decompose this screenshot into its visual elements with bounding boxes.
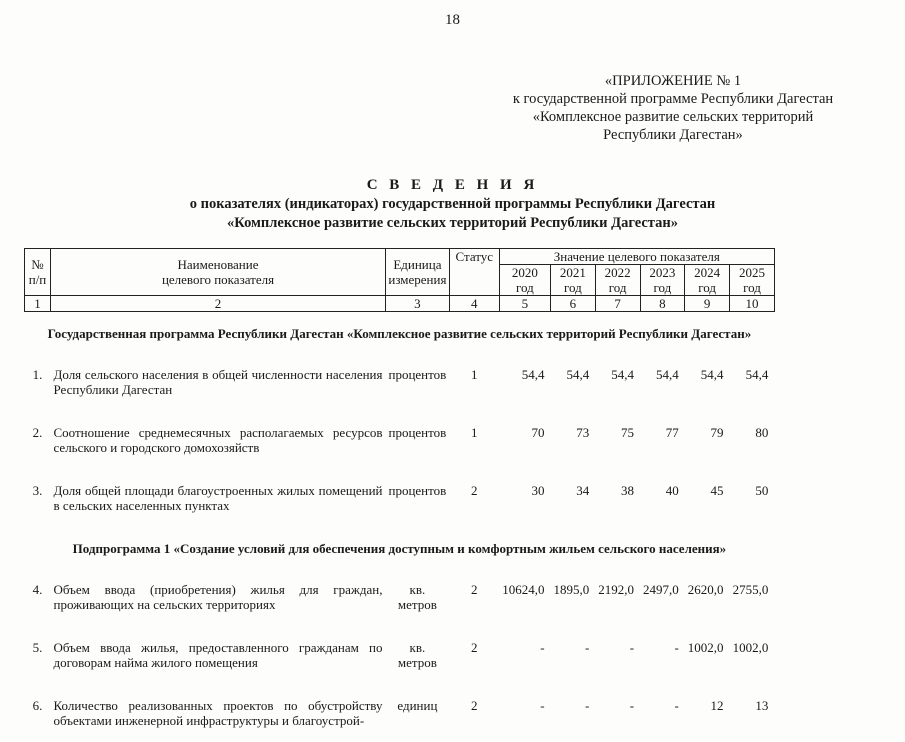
header-name (51, 249, 386, 296)
row-value: - (640, 626, 685, 684)
row-value: 2755,0 (730, 568, 775, 626)
row-value: 70 (499, 411, 550, 469)
row-value: 77 (640, 411, 685, 469)
section-row (25, 527, 775, 568)
row-value: 38 (595, 469, 640, 527)
col-number: 5 (499, 296, 550, 312)
row-name: Доля общей площади благоустроенных жилых помещений в сельских населенных пунктах (51, 469, 386, 527)
col-number: 2 (51, 296, 386, 312)
header-num-line: № (27, 257, 48, 272)
row-name: Количество реализованных проектов по обустройству объектами инженерной инфраструктуры и благоустрой- (51, 684, 386, 742)
row-value: - (499, 684, 550, 742)
document-title (0, 176, 905, 233)
row-value: 1002,0 (730, 626, 775, 684)
row-value: 54,4 (551, 353, 596, 411)
row-value: 54,4 (640, 353, 685, 411)
row-value: - (595, 626, 640, 684)
header-value-group: Значение целевого показателя (499, 249, 774, 265)
row-value: 80 (730, 411, 775, 469)
header-name-line: целевого показателя (53, 272, 383, 287)
header-year: 2023 год (640, 265, 685, 296)
header-num-line: п/п (27, 272, 48, 287)
table-row (25, 411, 775, 469)
appendix-note (493, 72, 853, 144)
row-value: 10624,0 (499, 568, 550, 626)
header-year: 2022 год (595, 265, 640, 296)
row-status: 2 (449, 469, 499, 527)
row-num: 3. (25, 469, 51, 527)
row-value: 79 (685, 411, 730, 469)
row-value: - (640, 684, 685, 742)
appendix-line: Республики Дагестан» (493, 126, 853, 144)
row-name: Объем ввода жилья, предоставленного гражданам по договорам найма жилого помещения (51, 626, 386, 684)
col-number: 1 (25, 296, 51, 312)
title-heading: С В Е Д Е Н И Я (0, 176, 905, 195)
col-number: 4 (449, 296, 499, 312)
row-status: 1 (449, 353, 499, 411)
row-value: - (595, 684, 640, 742)
row-num: 1. (25, 353, 51, 411)
col-number: 3 (386, 296, 450, 312)
appendix-line: «ПРИЛОЖЕНИЕ № 1 (493, 72, 853, 90)
row-value: 45 (685, 469, 730, 527)
header-year: 2025 год (730, 265, 775, 296)
header-unit-line: измерения (388, 272, 447, 287)
row-value: 1895,0 (551, 568, 596, 626)
row-unit: кв. метров (386, 626, 450, 684)
header-unit (386, 249, 450, 296)
header-year: 2020 год (499, 265, 550, 296)
table-row (25, 626, 775, 684)
table-row (25, 684, 775, 742)
header-name-line: Наименование (53, 257, 383, 272)
row-value: 30 (499, 469, 550, 527)
row-value: 54,4 (595, 353, 640, 411)
row-value: 75 (595, 411, 640, 469)
row-value: - (551, 684, 596, 742)
row-status: 2 (449, 684, 499, 742)
row-name: Доля сельского населения в общей численности населения Республики Дагестан (51, 353, 386, 411)
title-line: «Комплексное развитие сельских территорий Республики Дагестан» (0, 214, 905, 233)
row-value: 12 (685, 684, 730, 742)
row-value: 54,4 (499, 353, 550, 411)
row-value: 40 (640, 469, 685, 527)
col-number: 8 (640, 296, 685, 312)
row-num: 6. (25, 684, 51, 742)
row-name: Соотношение среднемесячных располагаемых ресурсов сельского и городского домохозяйств (51, 411, 386, 469)
section-title: Подпрограмма 1 «Создание условий для обеспечения доступным и комфортным жильем сельского населения» (25, 527, 775, 568)
table-header (25, 249, 775, 312)
indicators-table (24, 248, 775, 742)
col-number: 6 (551, 296, 596, 312)
row-value: 54,4 (685, 353, 730, 411)
row-value: - (499, 626, 550, 684)
row-num: 4. (25, 568, 51, 626)
row-name: Объем ввода (приобретения) жилья для граждан, проживающих на сельских территориях (51, 568, 386, 626)
header-year: 2024 год (685, 265, 730, 296)
row-unit: кв. метров (386, 568, 450, 626)
row-num: 2. (25, 411, 51, 469)
section-title: Государственная программа Республики Дагестан «Комплексное развитие сельских территорий Республики Дагестан» (25, 312, 775, 354)
row-value: 73 (551, 411, 596, 469)
row-num: 5. (25, 626, 51, 684)
appendix-line: «Комплексное развитие сельских территорий (493, 108, 853, 126)
page-number: 18 (0, 12, 905, 29)
row-value: 13 (730, 684, 775, 742)
col-number: 7 (595, 296, 640, 312)
row-status: 2 (449, 568, 499, 626)
row-value: 1002,0 (685, 626, 730, 684)
row-unit: процентов (386, 353, 450, 411)
row-unit: процентов (386, 411, 450, 469)
col-number: 9 (685, 296, 730, 312)
table-row (25, 469, 775, 527)
row-value: 2620,0 (685, 568, 730, 626)
appendix-line: к государственной программе Республики Дагестан (493, 90, 853, 108)
header-year: 2021 год (551, 265, 596, 296)
row-unit: процентов (386, 469, 450, 527)
table-row (25, 353, 775, 411)
row-status: 1 (449, 411, 499, 469)
section-row (25, 312, 775, 354)
header-num (25, 249, 51, 296)
row-value: 2192,0 (595, 568, 640, 626)
row-value: 54,4 (730, 353, 775, 411)
title-line: о показателях (индикаторах) государственной программы Республики Дагестан (0, 195, 905, 214)
col-number: 10 (730, 296, 775, 312)
table-row (25, 568, 775, 626)
row-value: 50 (730, 469, 775, 527)
row-value: 34 (551, 469, 596, 527)
header-status: Статус (449, 249, 499, 296)
row-value: 2497,0 (640, 568, 685, 626)
row-status: 2 (449, 626, 499, 684)
row-unit: единиц (386, 684, 450, 742)
table-body (25, 312, 775, 742)
row-value: - (551, 626, 596, 684)
header-unit-line: Единица (388, 257, 447, 272)
